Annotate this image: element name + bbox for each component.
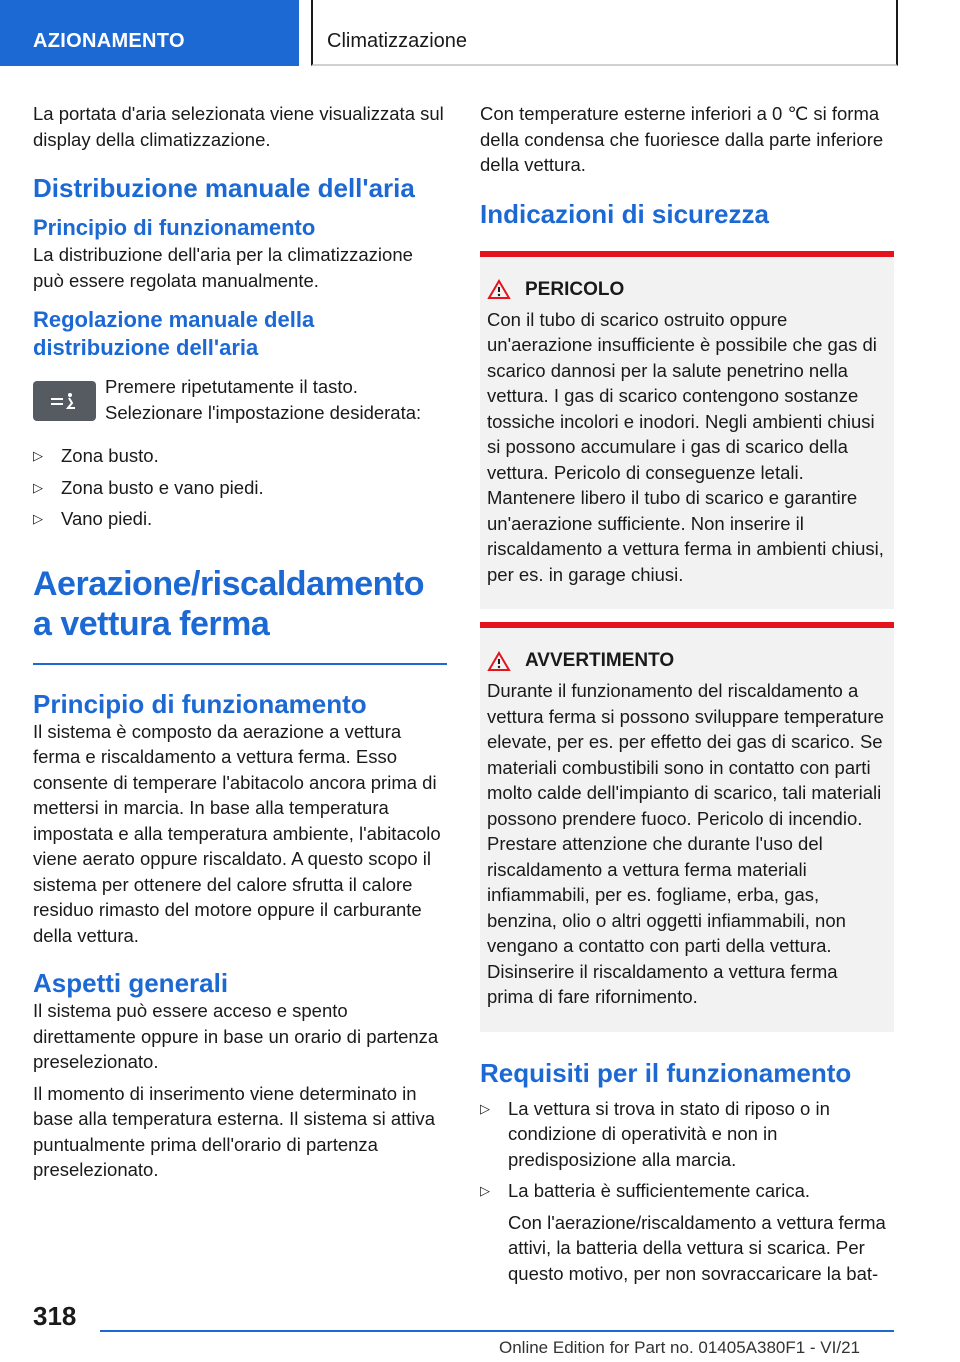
triangle-bullet-icon: ▷ <box>33 479 43 495</box>
edition-note: Online Edition for Part no. 01405A380F1 - VI/21 <box>499 1338 861 1357</box>
intro-paragraph: La portata d'aria selezionata viene visualizzata sul display della climatizzazione. <box>33 103 444 150</box>
paragraph-principio-1: La distribuzione dell'aria per la climatizzazione può essere regolata manualmente. <box>33 244 413 291</box>
warning-triangle-icon <box>487 279 511 300</box>
button-instruction <box>33 374 447 425</box>
heading-distribuzione: Distribuzione manuale dell'aria <box>33 173 415 203</box>
list-item: ▷ Zona busto e vano piedi. <box>33 475 447 501</box>
chapter-tab <box>311 0 898 66</box>
footer-divider <box>100 1330 894 1332</box>
requirements-list <box>480 1096 894 1287</box>
list-item: ▷ Zona busto. <box>33 443 447 469</box>
warning-title-row <box>487 650 887 672</box>
paragraph-principio-2: Il sistema è composto da aerazione a vettura ferma e riscaldamento a vettura ferma. Esso consente di temperare l'abitacolo ancora prima di mettersi in marcia. In base alla temperatura impostata e alla temperatura ambiente, l'abitacolo viene aerato oppure riscaldato. A questo scopo il sistema per ottenere del calore sfrutta il calore residuo rimasto del motore oppure il carburante della vettura. <box>33 720 441 946</box>
danger-box <box>480 251 894 610</box>
heading-requisiti: Requisiti per il funzionamento <box>480 1057 852 1088</box>
list-item: ▷ Vano piedi. <box>33 506 447 532</box>
page-number: 318 <box>33 1301 77 1331</box>
battery-note: Con l'aerazione/riscaldamento a vettura ferma attivi, la batteria della vettura si scarica. Per questo motivo, per non sovraccaricare la bat- <box>508 1211 886 1284</box>
condensation-paragraph: Con temperature esterne inferiori a 0 ℃ si forma della condensa che fuoriesce dalla parte inferiore della vettura. <box>480 103 884 175</box>
heading-aspetti: Aspetti generali <box>33 968 229 998</box>
heading-principio-1: Principio di funzionamento <box>33 215 316 240</box>
left-column <box>33 101 447 1183</box>
section-divider <box>33 663 447 665</box>
air-distribution-icon <box>48 391 82 411</box>
triangle-bullet-icon: ▷ <box>33 448 43 463</box>
danger-text: Con il tubo di scarico ostruito oppure un'aerazione insufficiente è possibile che gas di scarico dannosi per la salute penetrino nella vettura. I gas di scarico contengono sostanze tossiche incolori e inodori. Negli ambienti chiusi si possono accumulare i gas di scarico della vettura. Pericolo di conseguenze letali. Mantenere libero il tubo di scarico e garantire un'aerazione sufficiente. Non inserire il riscaldamento a vettura ferma in ambienti chiusi, per es. in garage chiusi. <box>487 308 884 585</box>
warning-box <box>480 622 894 1032</box>
heading-principio-2: Principio di funzionamento <box>33 688 367 719</box>
list-item: ▷ La batteria è sufficientemente carica. Con l'aerazione/riscaldamento a vettura ferma attivi, la batteria della vettura si scarica. Per questo motivo, per non sovraccaricare la bat- <box>480 1178 894 1286</box>
danger-title-row <box>487 279 887 301</box>
warning-text: Durante il funzionamento del riscaldamento a vettura ferma si possono sviluppare temperature elevate, per es. per effetto dei gas di scarico. Se materiali combustibili sono in contatto con parti molto calde dell'impianto di scarico, tali materiali possono prendere fuoco. Pericolo di incendio. Prestare attenzione che durante l'uso del riscaldamento a vettura ferma materiali infiammabili, per es. fogliame, erba, gas, benzina, olio o altri oggetti infiammabili, non vengano a contatto con parti della vettura. Disinserire il riscaldamento a vettura ferma prima di fare rifornimento. <box>487 680 884 1007</box>
button-instruction-text: Premere ripetutamente il tasto. Selezionare l'impostazione desiderata: <box>105 376 422 423</box>
section-tab <box>0 0 299 66</box>
paragraph-aspetti-2: Il momento di inserimento viene determinato in base alla temperatura esterna. Il sistema si attiva puntualmente prima dell'orario di partenza preselezionato. <box>33 1082 436 1180</box>
list-item: ▷ La vettura si trova in stato di riposo o in condizione di operatività e non in predisposizione alla marcia. <box>480 1097 830 1170</box>
warning-title: AVVERTIMENTO <box>525 650 675 671</box>
warning-triangle-icon <box>487 651 511 672</box>
air-distribution-button-icon <box>33 381 96 421</box>
section-title: AZIONAMENTO <box>33 30 185 52</box>
triangle-bullet-icon: ▷ <box>480 1100 490 1116</box>
danger-title: PERICOLO <box>525 278 625 300</box>
heading-regolazione: Regolazione manuale della distribuzione dell'aria <box>33 307 315 360</box>
triangle-bullet-icon: ▷ <box>33 511 43 526</box>
heading-aerazione: Aerazione/riscaldamento a vettura ferma <box>33 564 424 643</box>
chapter-title: Climatizzazione <box>327 30 468 52</box>
right-column <box>480 101 894 1286</box>
options-list <box>33 443 447 532</box>
paragraph-aspetti-1: Il sistema può essere acceso e spento direttamente oppure in base un orario di partenza preselezionato. <box>33 1000 439 1072</box>
heading-sicurezza: Indicazioni di sicurezza <box>480 198 769 229</box>
triangle-bullet-icon: ▷ <box>480 1183 490 1198</box>
